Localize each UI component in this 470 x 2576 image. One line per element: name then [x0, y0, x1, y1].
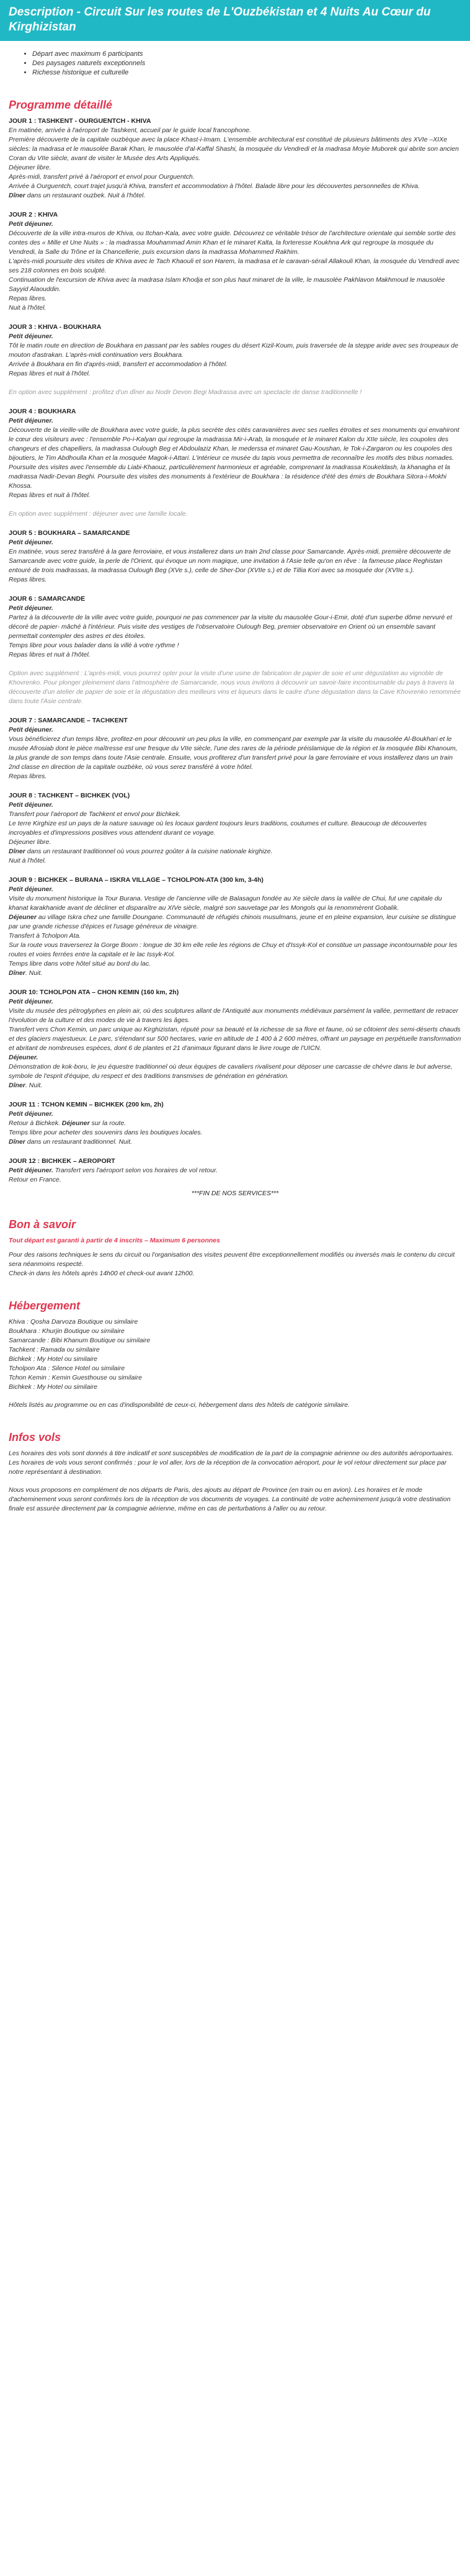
day-block — [9, 117, 461, 200]
day-line: Petit déjeuner. — [9, 220, 53, 228]
day-block — [9, 876, 461, 978]
vols-paragraph: Les horaires des vols sont donnés à titre indicatif et sont susceptibles de modification de la part de la compagnie aérienne ou des autorités aéroportuaires. Les horaires de vols vous seront confirmés : pour le vol aller, lors de la réception de la convocation aéroport, pour le vol retour directement sur place par notre représentant à destination. — [9, 1450, 454, 1476]
day-line: Après-midi, transfert privé à l'aéroport et envol pour Ourguentch. — [9, 173, 195, 181]
day-line: Démonstration de kok-boru, le jeu équestre traditionnel où deux équipes de cavaliers rivalisent pour déposer une carcasse de chèvre dans le but adverse, symbole de l'esprit d'équipe, du respect et des traditions transmises de génération en génération. — [9, 1063, 453, 1080]
day-line: Visite du musée des pétroglyphes en plein air, où des sculptures allant de l'Antiquité aux monuments médiévaux parsèment la vallée, permettant de retracer l'évolution de la culture et des modes de vie à travers les âges. — [9, 1007, 458, 1024]
day-line: Repas libres. — [9, 576, 47, 583]
day-title: JOUR 3 : KHIVA - BOUKHARA — [9, 323, 102, 331]
hebergement-title: Hébergement — [9, 1299, 81, 1312]
day-block — [9, 323, 461, 397]
day-line: Nuit à l'hôtel. — [9, 304, 47, 312]
day-line: Petit déjeuner. — [9, 726, 53, 734]
day-line: Poursuite des visites avec l'ensemble du Liabi-Khaouz, particulièrement harmonieux et agréable, comprenant la madrassa Koukeldash, la khanagha et la madrassa Nadir-Devan Beghi. Poursuite des visites des monuments à l'extérieur de Boukhara : la résidence d'été des émirs de Boukhara Sitora-i-Mokhi Khossa. — [9, 464, 450, 490]
bon-alert-wrap — [9, 1236, 461, 1245]
hotel-item: Tcholpon Ata : Silence Hotel ou similaire — [9, 1365, 125, 1372]
day-line: Retour en France. — [9, 1176, 61, 1183]
day-line: Sur la route vous traverserez la Gorge Boom : longue de 30 km elle relie les régions de Chuy et d'Issyk-Kol et constitue un passage incontournable pour les routes et voies ferrées entre la capitale et le lac Issyk-Kol. — [9, 941, 458, 958]
day-line: Déjeuner libre. — [9, 838, 51, 846]
day-line: Déjeuner au village Iskra chez une famille Doungane. Communauté de réfugiés chinois musulmans, jeune et en pleine expansion, leur cuisine se distingue par une grande richesse d'épices et l'usage généreux de vinaigre. — [9, 913, 456, 930]
day-line: Petit déjeuner. — [9, 539, 53, 546]
day-title: JOUR 6 : SAMARCANDE — [9, 595, 86, 603]
day-block — [9, 407, 461, 519]
day-line: Vous bénéficierez d'un temps libre, profitez-en pour découvrir un peu plus la ville, en commençant par exemple par la visite du mausolée Al-Boukhari et le musée Afrosiab dont le pièce maîtresse est une fresque du VIIe siècle, l'une des rares de la période préislamique de la région et la mosquée Bibi Khanoum, la plus grande de son temps dans toute l'Asie centrale. Ensuite, vous profiterez d'un transfert privé pour la gare ferroviaire et vous installerez dans un train 2nd classe en direction de la capitale ouzbèke, où vous serez transféré à votre hôtel. — [9, 735, 458, 771]
day-line: Repas libres et nuit à l'hôtel. — [9, 491, 91, 499]
day-line: Première découverte de la capitale ouzbèque avec la place Khast-i-Imam. L'ensemble architectural est constitué de plusieurs bâtiments des XVIe –XIXe siècles: la madrasa et le mausolée Barak Khan, le mausolée d'al-Kaffal Shashi, la mosquée du Vendredi et la madrasa Moyie Muborek qui abrite son ancien Coran du VIIe siècle, avant de visiter le Musée des Arts Appliqués. — [9, 136, 459, 162]
day-block — [9, 1100, 461, 1147]
day-line: Petit déjeuner. — [9, 333, 53, 340]
day-option-note: En option avec supplément : déjeuner avec une famille locale. — [9, 510, 188, 518]
day-line: Transfert vers Chon Kemin, un parc unique au Kirghizistan, réputé pour sa beauté et la richesse de sa flore et faune, où se côtoient des semi-déserts chauds et des glaciers majestueux. Le parc, s'étendant sur 500 hectares, varie en altitude de 1 400 à 2 600 mètres, offrant un paysage en perpétuelle transformation et abritant de nombreuses espèces, dont 6 de plantes et 21 d'animaux figurant dans le livre rouge de l'UICN. — [9, 1026, 461, 1052]
vols-paragraph: Nous vous proposons en complément de nos départs de Paris, des ajouts au départ de Province (en train ou en avion). Les horaires et le mode d'acheminement vous seront confirmés lors de la réception de vos documents de voyages. La continuité de votre acheminement jusqu'à votre destination finale est assurée directement par la compagnie aérienne, même en cas de perturbations à l'aller ou au retour. — [9, 1486, 451, 1512]
hebergement-note: Hôtels listés au programme ou en cas d'indisponibilité de ceux-ci, hébergement dans des hôtels de catégorie similaire. — [9, 1401, 350, 1409]
day-line: Petit déjeuner. — [9, 801, 53, 809]
bon-line: Pour des raisons techniques le sens du circuit ou l'organisation des visites peuvent être exceptionnellement modifiés ou inversés mais le contenu du circuit sera néanmoins respecté. — [9, 1251, 455, 1268]
hotel-item: Tachkent : Ramada ou similaire — [9, 1346, 100, 1353]
day-line — [9, 660, 461, 669]
day-option-note: Option avec supplément : L'après-midi, vous pourrez opter pour la visite d'une usine de fabrication de papier de soie et une dégustation au vignoble de Khovrenko. Pour plonger pleinement dans l'atmosphère de Samarcande, nous vous invitons à découvrir un savoir-faire incontournable du pays à travers la découverte d'un atelier de papier de soie et la dégustation des meilleurs vins et liqueurs dans le cadre d'une dégustation dans la Cave Khovrenko renommée dans toute l'Asie centrale. — [9, 670, 461, 705]
day-line: Repas libres. — [9, 295, 47, 302]
day-title: JOUR 8 : TACHKENT – BICHKEK (VOL) — [9, 792, 130, 799]
day-line: Retour à Bichkek. Déjeuner sur la route. — [9, 1120, 126, 1127]
day-line: Repas libres et nuit à l'hôtel. — [9, 370, 91, 377]
hotel-item: Khiva : Qosha Darvoza Boutique ou similaire — [9, 1318, 138, 1326]
bon-line: Check-in dans les hôtels après 14h00 et check-out avant 12h00. — [9, 1270, 195, 1277]
hotel-item: Boukhara : Khurjin Boutique ou similaire — [9, 1327, 125, 1335]
day-line: Transfert pour l'aéroport de Tachkent et envol pour Bichkek. — [9, 810, 181, 818]
day-line: Temps libre pour vous balader dans la villé à votre rythme ! — [9, 642, 179, 649]
day-line: Dîner dans un restaurant ouzbek. Nuit à l'hôtel. — [9, 192, 146, 199]
day-line: Temps libre pour acheter des souvenirs dans les boutiques locales. — [9, 1129, 203, 1136]
page-header — [0, 0, 470, 41]
day-line: Dîner. Nuit. — [9, 969, 43, 977]
hotel-item: Bichkek : My Hotel ou similaire — [9, 1383, 97, 1391]
guarantee-alert: Tout départ est garanti à partir de 4 inscrits – Maximum 6 personnes — [9, 1237, 220, 1244]
day-line: Petit déjeuner. — [9, 998, 53, 1005]
day-line: Repas libres et nuit à l'hôtel. — [9, 651, 91, 658]
hotel-item: Samarcande : Bibi Khanum Boutique ou similaire — [9, 1337, 151, 1344]
day-line: Nuit à l'hôtel. — [9, 857, 47, 864]
hotel-item: Tchon Kemin : Kemin Guesthouse ou similaire — [9, 1374, 142, 1381]
day-line: Petit déjeuner. — [9, 604, 53, 612]
day-line: Découverte de la vieille-ville de Boukhara avec votre guide, la plus secrète des cités caravanières avec ses ruelles étroites et ses monuments qui envahiront le cœur des visiteurs avec : l'ensemble Po-i-Kalyan qui regroupe la madrassa Mir-i-Arab, la mosquée et le minaret Kalon du XIIe siècle, les coupoles des changeurs et des chapelliers, la madrassa Oulough Beg et Abdoulaziz Khan, le mederssa et minaret Gau-Koushan, le Tok-i-Zargaron ou les coupoles des bijoutiers, le Tim Abdhoulla Khan et la mosquée Magok-i-Attari. L'intérieur ce musée du tapis vous permettra de reconnaître les motifs des tribus nomades. — [9, 426, 459, 462]
day-line: Petit déjeuner. Transfert vers l'aéroport selon vos horaires de vol retour. — [9, 1167, 218, 1174]
day-title: JOUR 1 : TASHKENT - OURGUENTCH - KHIVA — [9, 117, 151, 125]
day-line — [9, 500, 461, 509]
day-line: Le terre Kirghize est un pays de la nature sauvage où les locaux gardent toujours leurs traditions, coutumes et culture. Beaucoup de découvertes incroyables et d'impressions positives vous attendent durant ce voyage. — [9, 820, 427, 837]
highlight-item: • Des paysages naturels exceptionnels — [32, 59, 461, 68]
day-block — [9, 716, 461, 781]
day-line: Repas libres. — [9, 773, 47, 780]
day-line: Visite du monument historique la Tour Burana. Vestige de l'ancienne ville de Balasagun fondée au Xe siècle dans la vallée de Chui, fut une capitale du khanat karakhanide avant de décliner et disparaître au XIVe siècle, malgré son sauvetage par les Mongols qui la renommèrent Gobalik. — [9, 895, 442, 912]
day-title: JOUR 11 : TCHON KEMIN – BICHKEK (200 km, 2h) — [9, 1101, 164, 1108]
day-line: Transfert à Tcholpon Ata. — [9, 932, 81, 940]
day-title: JOUR 7 : SAMARCANDE – TACHKENT — [9, 717, 128, 724]
day-line: Découverte de la ville intra-muros de Khiva, ou Itchan-Kala, avec votre guide. Découvrez ce véritable trésor de l'architecture orientale qui semble sortie des contes des « Mille et Une Nuits » : la madrassa Mouhammad Amin Khan et le minaret Kalta, la forteresse Koukhna Ark qui regroupe la mosquée du Vendredi, la Salle du Trône et la Chancellerie, puis excursion dans la madrassa Mohammed Rakhim. — [9, 230, 456, 256]
day-block — [9, 595, 461, 706]
day-option-note: En option avec supplément : profitez d'un dîner au Nodir Devon Begi Madrassa avec un spectacle de danse traditionnelle ! — [9, 388, 362, 396]
main-content — [0, 41, 470, 1514]
day-title: JOUR 5 : BOUKHARA – SAMARCANDE — [9, 529, 130, 537]
day-line: En matinée, arrivée à l'aéroport de Tashkent, accueil par le guide local francophone. — [9, 127, 251, 134]
day-title: JOUR 12 : BICHKEK – AEROPORT — [9, 1157, 115, 1165]
day-line: Continuation de l'excursion de Khiva avec la madrasa Islam Khodja et son plus haut minaret de la ville, le mausolée Pakhlavon Makhmoud le mausolée Sayyid Alaouddin. — [9, 276, 445, 293]
day-line: Petit déjeuner. — [9, 1110, 53, 1118]
day-line: Dîner. Nuit. — [9, 1082, 43, 1089]
day-line: Petit déjeuner. — [9, 886, 53, 893]
day-line — [9, 379, 461, 388]
highlight-item: • Richesse historique et culturelle — [32, 68, 461, 78]
day-line: Dîner dans un restaurant traditionnel. Nuit. — [9, 1138, 133, 1146]
day-block — [9, 210, 461, 313]
day-line: Petit déjeuner. — [9, 417, 53, 424]
day-line: Arrivée à Ourguentch, court trajet jusqu'à Khiva, transfert et accommodation à l'hôtel. Balade libre pour les découvertes personnelles de Khiva. — [9, 182, 420, 190]
day-title: JOUR 4 : BOUKHARA — [9, 408, 76, 415]
day-block — [9, 529, 461, 585]
day-line: Déjeuner libre. — [9, 164, 51, 171]
day-block — [9, 791, 461, 866]
day-line: Partez à la découverte de la ville avec votre guide, pourquoi ne pas commencer par la visite du mausolée Gour-i-Emir, doté d'un superbe dôme nervuré et décoré de papier- mâché à l'intérieur. Puis visite des vestiges de l'observatoire Oulough Beg, premier observatoire en Orient où un ensemble savant permettait contempler des astres et des étoiles. — [9, 614, 453, 640]
bon-a-savoir-title: Bon à savoir — [9, 1218, 76, 1231]
day-block — [9, 988, 461, 1090]
day-line: Temps libre dans votre hôtel situé au bord du lac. — [9, 960, 151, 967]
day-title: JOUR 2 : KHIVA — [9, 211, 58, 218]
highlight-item: • Départ avec maximum 6 participants — [32, 50, 461, 59]
day-line: Tôt le matin route en direction de Boukhara en passant par les sables rouges du désert Kizil-Koum, puis traversée de la steppe aride avec ses troupeaux de mouton d'astrakan. L'après-midi continuation vers Boukhara. — [9, 342, 458, 359]
program-days — [9, 117, 461, 1185]
program-title: Programme détaillé — [9, 99, 113, 111]
day-block — [9, 1157, 461, 1185]
day-line: En matinée, vous serez transféré à la gare ferroviaire, et vous installerez dans un train 2nd classe pour Samarcande. Après-midi, première découverte de Samarcande avec votre guide, la perle de l'Orient, qui évoque un nom magique, une invitation à l'Asie telle qu'on en rêve : la fameuse place Reghistan entouré de trois madrassas, la madrassa Oulough Beg (XVe s.), celle de Sher-Dor (XVIIe s.) et de Tillia Kori avec sa mosquée dor (XVIIe s.). — [9, 548, 451, 574]
page-title: Description - Circuit Sur les routes de L'Ouzbékistan et 4 Nuits Au Cœur du Kirghizistan — [9, 6, 431, 34]
hotel-item: Bichkek : My Hotel ou similaire — [9, 1355, 97, 1363]
day-title: JOUR 9 : BICHKEK – BURANA – ISKRA VILLAGE – TCHOLPON-ATA (300 km, 3-4h) — [9, 876, 264, 884]
day-line: Arrivée à Boukhara en fin d'après-midi, transfert et accommodation à l'hôtel. — [9, 361, 228, 368]
day-line: Dîner dans un restaurant traditionnel où vous pourrez goûter à la cuisine nationale kirghize. — [9, 848, 273, 855]
day-line: Déjeuner. — [9, 1054, 38, 1061]
hotel-list — [9, 1317, 461, 1392]
day-line: L'après-midi poursuite des visites de Khiva avec le Tach Khaouli et son Harem, la madrasa et le caravan-sérail Allakouli Khan, la mosquée du Vendredi avec ses 218 colonnes en bois sculpté. — [9, 258, 459, 274]
end-of-services: ***FIN DE NOS SERVICES*** — [191, 1190, 279, 1197]
highlights-list — [9, 50, 461, 78]
day-title: JOUR 10: TCHOLPON ATA – CHON KEMIN (160 km, 2h) — [9, 989, 179, 996]
vols-title: Infos vols — [9, 1431, 61, 1443]
